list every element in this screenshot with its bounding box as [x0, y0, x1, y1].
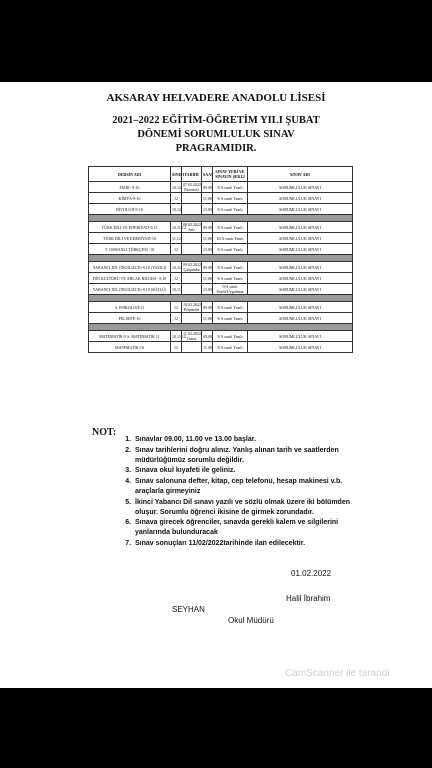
cell-adi: SORUMLULUK SINAVI [248, 302, 353, 313]
cell-adi: SORUMLULUK SINAVI [248, 331, 353, 342]
notes-list [121, 435, 365, 550]
col-header: SAAT [202, 167, 213, 182]
cell-tarih [182, 273, 202, 284]
principal-title: Okul Müdürü [228, 616, 274, 625]
table-separator-row [89, 324, 353, 331]
col-header: TARİHİ [182, 167, 202, 182]
cell-saat: 11.00 [202, 313, 213, 324]
separator-cell [89, 215, 353, 222]
cell-yer: 9/A sınıfı Yazılı [213, 313, 248, 324]
table-separator-row [89, 255, 353, 262]
table-row [89, 313, 353, 324]
table-row [89, 193, 353, 204]
cell-adi: SORUMLULUK SINAVI [248, 233, 353, 244]
cell-adi: SORUMLULUK SINAVI [248, 204, 353, 215]
cell-sinif: 12 [171, 342, 182, 353]
cell-adi: SORUMLULUK SINAVI [248, 284, 353, 295]
table-row [89, 262, 353, 273]
cell-ders: MATEMATİK-10 [89, 342, 171, 353]
cell-sinif: 10,12 [171, 204, 182, 215]
table-row [89, 182, 353, 193]
col-header: SINAV YERİ VE SINAVIN ŞEKLİ [213, 167, 248, 182]
note-item: 7. Sınav sonuçları 11/02/2022tarihinde ilan edilecektir. [133, 539, 365, 549]
table-row [89, 284, 353, 295]
cell-tarih [182, 313, 202, 324]
table-row [89, 331, 353, 342]
cell-ders: TÜRK DİLİ VE EDEBİYATI-9.11 [89, 222, 171, 233]
document-page [0, 82, 432, 688]
cell-saat: 09.00 [202, 262, 213, 273]
cell-yer: 9/A sınıfı Sözlü/Uygulama [213, 284, 248, 295]
cell-adi: SORUMLULUK SINAVI [248, 222, 353, 233]
note-item: 3. Sınava okul kıyafeti ile geliniz. [133, 466, 365, 476]
cell-ders: KİMYA-9-10 [89, 193, 171, 204]
table-row [89, 204, 353, 215]
school-name: AKSARAY HELVADERE ANADOLU LİSESİ [106, 92, 326, 104]
table-row [89, 233, 353, 244]
cell-saat: 11.00 [202, 233, 213, 244]
cell-saat: 13.00 [202, 204, 213, 215]
cell-yer: 9/A sınıfı Yazılı [213, 244, 248, 255]
cell-saat: 11.00 [202, 193, 213, 204]
note-item: 5. İkinci Yabancı Dil sınavı yazılı ve sözlü olmak üzere iki bölümden oluşur. Sorumlu öğrenci ikisine de girmek zorundadır. [133, 498, 365, 518]
cell-saat: 11.00 [202, 342, 213, 353]
cell-yer: 9/A sınıfı Yazılı [213, 342, 248, 353]
cell-yer: 9/A sınıfı Yazılı [213, 302, 248, 313]
cell-saat: 11.00 [202, 273, 213, 284]
cell-yer: 10/A sınıfı Yazılı [213, 233, 248, 244]
cell-sinif: 10,11,12 [171, 222, 182, 233]
cell-tarih: 07.02.2022 Pazartesi [183, 182, 201, 192]
note-item: 6. Sınava girecek öğrenciler, sınavda gerekli kalem ve silgilerini yanlarında bulunduracak [133, 518, 365, 538]
table-row [89, 273, 353, 284]
cell-sinif: 12 [171, 193, 182, 204]
table-separator-row [89, 295, 353, 302]
cell-ders: FELSEFE-10 [89, 313, 171, 324]
exam-schedule-table [88, 166, 353, 353]
cell-sinif: 12 [171, 302, 182, 313]
cell-ders: MATEMATİK-9 S. MATEMATİK 11 [89, 331, 171, 342]
separator-cell [89, 324, 353, 331]
cell-ders: T. OSMANLI TÜRKÇESİ -10 [89, 244, 171, 255]
table-header-row [89, 167, 353, 182]
cell-adi: SORUMLULUK SINAVI [248, 313, 353, 324]
scanner-watermark: CamScanner ile tarandı [284, 668, 390, 679]
col-header: SINAV ADI [248, 167, 353, 182]
cell-yer: 9/A sınıfı Yazılı [213, 262, 248, 273]
col-header: DERSİN ADI [89, 167, 171, 182]
table-separator-row [89, 215, 353, 222]
cell-tarih: 08.02.2022 Salı [183, 222, 201, 232]
cell-yer: 9/A sınıfı Yazılı [213, 331, 248, 342]
cell-yer: 9/A sınıfı Yazılı [213, 222, 248, 233]
cell-ders: FİZİK- 9-10 [89, 182, 171, 193]
principal-last-name: SEYHAN [172, 605, 205, 614]
cell-saat: 09.00 [202, 302, 213, 313]
cell-adi: SORUMLULUK SINAVI [248, 193, 353, 204]
cell-sinif: 12 [171, 244, 182, 255]
table-row [89, 302, 353, 313]
separator-cell [89, 295, 353, 302]
cell-adi: SORUMLULUK SINAVI [248, 273, 353, 284]
col-header: SINIFI [171, 167, 182, 182]
title-line-2: DÖNEMİ SORUMLULUK SINAV [137, 129, 295, 140]
cell-ders: DİN KÜLTÜRÜ VE AHLAK BİLGİSİ - 9,10 [89, 273, 171, 284]
cell-tarih [182, 342, 202, 353]
cell-tarih [182, 233, 202, 244]
cell-tarih: 11.02.2022 Cuma [183, 331, 201, 341]
cell-ders: YABANCI DİL (İNGİLİZCE)-9,10 (YAZILI) [89, 262, 171, 273]
table-body [89, 182, 353, 353]
cell-ders: YABANCI DİL (İNGİLİZCE)-9,10 (SÖZLÜ) [89, 284, 171, 295]
table-row [89, 222, 353, 233]
cell-ders: BİYOLOJİ-9-10 [89, 204, 171, 215]
cell-tarih: 09.02.2022 Çarşamba [183, 262, 201, 272]
cell-tarih: 10.02.2022 Perşembe [183, 302, 201, 312]
cell-sinif: 11,12 [171, 233, 182, 244]
cell-saat: 09.00 [202, 331, 213, 342]
cell-sinif: 10,11 [171, 262, 182, 273]
cell-ders: TÜRK DİLİ VE EDEBİYATI-10 [89, 233, 171, 244]
title-line-1: 2021–2022 EĞİTİM-ÖĞRETİM YILI ŞUBAT [112, 115, 320, 126]
cell-adi: SORUMLULUK SINAVI [248, 262, 353, 273]
cell-sinif: 10,11 [171, 284, 182, 295]
table-row [89, 342, 353, 353]
table-row [89, 244, 353, 255]
cell-saat: 13.00 [202, 284, 213, 295]
cell-saat: 13.00 [202, 244, 213, 255]
cell-adi: SORUMLULUK SINAVI [248, 244, 353, 255]
cell-sinif: 12 [171, 313, 182, 324]
cell-sinif: 10,11,12 [171, 331, 182, 342]
cell-sinif: 12 [171, 273, 182, 284]
cell-yer: 9/A sınıfı Yazılı [213, 182, 248, 193]
cell-tarih [182, 284, 202, 295]
cell-adi: SORUMLULUK SINAVI [248, 342, 353, 353]
note-item: 2. Sınav tarihlerini doğru alınız. Yanlış alınan tarih ve saatlerden müdürlüğümüz sorumlu değildir. [133, 446, 365, 466]
cell-ders: S. PSİKOLOJİ-11 [89, 302, 171, 313]
note-item: 1. Sınavlar 09.00, 11.00 ve 13.00 başlar. [133, 435, 365, 445]
cell-yer: 9/A sınıfı Yazılı [213, 204, 248, 215]
cell-yer: 9/A sınıfı Yazılı [213, 193, 248, 204]
cell-tarih [182, 193, 202, 204]
notes-title: NOT: [92, 427, 117, 438]
cell-tarih [182, 244, 202, 255]
cell-saat: 09.00 [202, 182, 213, 193]
separator-cell [89, 255, 353, 262]
cell-tarih [182, 204, 202, 215]
cell-saat: 09.00 [202, 222, 213, 233]
cell-yer: 9/A sınıfı Yazılı [213, 273, 248, 284]
note-item: 4. Sınav salonuna defter, kitap, cep telefonu, hesap makinesi v.b. araçlarla girmeyiniz [133, 477, 365, 497]
cell-adi: SORUMLULUK SINAVI [248, 182, 353, 193]
cell-sinif: 10,12 [171, 182, 182, 193]
title-line-3: PRAGRAMIDIR. [175, 143, 257, 154]
principal-first-name: Halil İbrahim [286, 594, 331, 603]
document-date: 01.02.2022 [291, 569, 332, 578]
